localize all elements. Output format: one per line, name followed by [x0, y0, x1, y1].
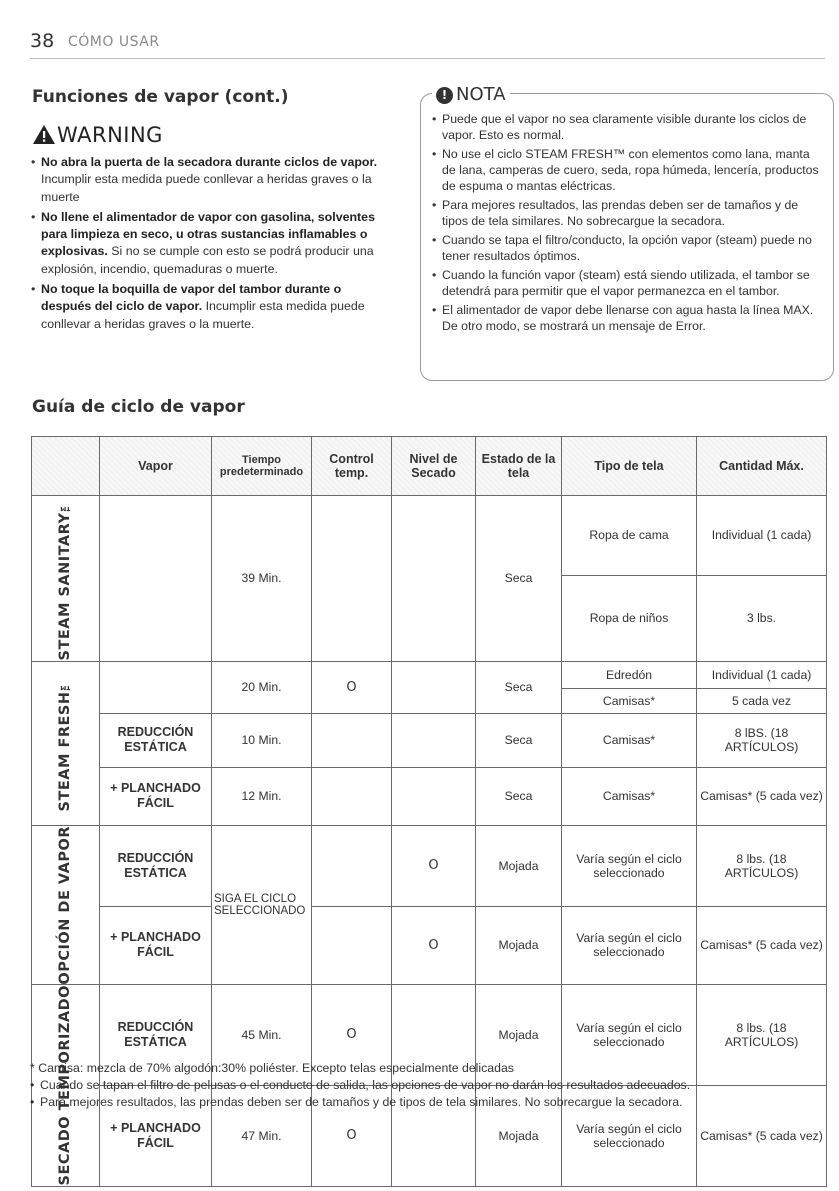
cell-vapor: + PLANCHADO FÁCIL — [100, 767, 212, 825]
cell-estado: Mojada — [476, 825, 562, 906]
cell-control: O — [312, 661, 392, 713]
warning-title — [33, 123, 163, 149]
group-label: SECADO TEMPORIZADO — [57, 985, 73, 1186]
warning-item — [31, 154, 383, 206]
cell-cantidad: Individual (1 cada) — [697, 661, 827, 688]
cell-tipo: Ropa de cama — [562, 496, 697, 576]
footnote-item: • Para mejores resultados, las prendas deben ser de tamaños y de tipos de tela similares. No sobrecargue la secadora. — [30, 1094, 830, 1111]
warning-title-text: WARNING — [57, 123, 163, 147]
cell-estado: Mojada — [476, 906, 562, 984]
cell-tiempo: 12 Min. — [212, 767, 312, 825]
warning-item — [31, 281, 383, 333]
note-title — [432, 84, 510, 105]
cell-tipo: Varía según el ciclo seleccionado — [562, 985, 697, 1086]
cell-cantidad: 3 lbs. — [697, 575, 827, 661]
section-name: CÓMO USAR — [68, 34, 160, 50]
group-label: STEAM FRESH™ — [57, 674, 73, 812]
cell-estado: Seca — [476, 713, 562, 767]
cell-vapor: + PLANCHADO FÁCIL — [100, 906, 212, 984]
cell-tipo: Varía según el ciclo seleccionado — [562, 906, 697, 984]
cell-tiempo: 47 Min. — [212, 1085, 312, 1186]
cell-estado: Mojada — [476, 1085, 562, 1186]
warning-item-bold: No abra la puerta de la secadora durante ciclos de vapor. — [41, 155, 378, 169]
table-row — [32, 496, 827, 576]
cell-tipo: Camisas* — [562, 767, 697, 825]
cell-cantidad: Camisas* (5 cada vez) — [697, 906, 827, 984]
cell-control: O — [312, 1085, 392, 1186]
guide-title: Guía de ciclo de vapor — [32, 397, 245, 417]
cell-estado: Seca — [476, 661, 562, 713]
cell-tipo: Camisas* — [562, 713, 697, 767]
cell-vapor — [100, 496, 212, 662]
cell-tipo: Camisas* — [562, 688, 697, 713]
warning-item-bold: No toque la boquilla de vapor del tambor durante o después del ciclo de vapor. — [41, 282, 342, 314]
cell-tiempo: 45 Min. — [212, 985, 312, 1086]
cell-vapor: REDUCCIÓN ESTÁTICA — [100, 713, 212, 767]
table-header-row — [32, 437, 827, 496]
note-item: • Cuando la función vapor (steam) está siendo utilizada, el tambor se detendrá para permitir que el vapor permanezca en el tambor. — [432, 267, 824, 299]
cell-nivel — [392, 713, 476, 767]
header-estado: Estado de la tela — [476, 437, 562, 496]
cell-vapor: REDUCCIÓN ESTÁTICA — [100, 985, 212, 1086]
cell-cantidad: Camisas* (5 cada vez) — [697, 1085, 827, 1186]
header-control: Control temp. — [312, 437, 392, 496]
cell-nivel: O — [392, 906, 476, 984]
note-item: • No use el ciclo STEAM FRESH™ con elementos como lana, manta de lana, camperas de cuero, seda, ropa húmeda, lencería, productos de espuma o mantas eléctricas. — [432, 146, 824, 194]
cell-nivel — [392, 767, 476, 825]
cell-cantidad: 8 lBS. (18 ARTÍCULOS) — [697, 713, 827, 767]
header-vapor: Vapor — [100, 437, 212, 496]
table-row — [32, 767, 827, 825]
table-row — [32, 906, 827, 984]
group-sanitary — [32, 496, 100, 662]
section-title: Funciones de vapor (cont.) — [32, 87, 289, 107]
cell-tipo: Edredón — [562, 661, 697, 688]
header-tiempo: Tiempo predeterminado — [212, 437, 312, 496]
cell-vapor: REDUCCIÓN ESTÁTICA — [100, 825, 212, 906]
cell-nivel — [392, 661, 476, 713]
header-cantidad: Cantidad Máx. — [697, 437, 827, 496]
header-tipo: Tipo de tela — [562, 437, 697, 496]
cell-nivel: O — [392, 825, 476, 906]
group-label: OPCIÓN DE VAPOR — [57, 825, 73, 985]
warning-item-text: Si no se cumple con esto se podrá producir una explosión, incendio, quemaduras o muerte. — [41, 244, 374, 276]
page-header — [30, 28, 825, 59]
warning-icon — [33, 125, 55, 149]
note-item: • El alimentador de vapor debe llenarse con agua hasta la línea MAX. De otro modo, se mostrará un mensaje de Error. — [432, 302, 824, 334]
cell-tipo: Ropa de niños — [562, 575, 697, 661]
header-corner — [32, 437, 100, 496]
cell-control — [312, 825, 392, 906]
note-item: • Cuando se tapa el filtro/conducto, la opción vapor (steam) puede no tener resultados óptimos. — [432, 232, 824, 264]
warning-item — [31, 209, 383, 278]
cell-tiempo: 39 Min. — [212, 496, 312, 662]
cell-estado: Seca — [476, 767, 562, 825]
cell-tiempo: SIGA EL CICLO SELECCIONADO — [212, 825, 312, 985]
footnote-item: • Cuando se tapan el filtro de pelusas o el conducto de salida, las opciones de vapor no darán los resultados adecuados. — [30, 1077, 830, 1094]
cell-nivel — [392, 496, 476, 662]
table-row — [32, 713, 827, 767]
cell-cantidad: Camisas* (5 cada vez) — [697, 767, 827, 825]
warning-item-bold: No llene el alimentador de vapor con gasolina, solventes para limpieza en seco, u otras sustancias inflamables o explosivas. — [41, 209, 375, 259]
cell-estado: Mojada — [476, 985, 562, 1086]
warning-list — [31, 154, 383, 336]
cell-cantidad: 8 lbs. (18 ARTÍCULOS) — [697, 985, 827, 1086]
cell-control — [312, 496, 392, 662]
cell-control — [312, 767, 392, 825]
group-opcion — [32, 825, 100, 985]
cell-cantidad: 8 lbs. (18 ARTÍCULOS) — [697, 825, 827, 906]
table-row — [32, 825, 827, 906]
note-item: • Puede que el vapor no sea claramente visible durante los ciclos de vapor. Esto es normal. — [432, 111, 824, 143]
header-nivel: Nivel de Secado — [392, 437, 476, 496]
cell-vapor — [100, 661, 212, 713]
cell-cantidad: Individual (1 cada) — [697, 496, 827, 576]
note-title-text: NOTA — [456, 84, 506, 105]
cell-tipo: Varía según el ciclo seleccionado — [562, 825, 697, 906]
cell-cantidad: 5 cada vez — [697, 688, 827, 713]
group-label: STEAM SANITARY™ — [57, 496, 73, 661]
table-row — [32, 661, 827, 688]
note-list — [432, 111, 824, 337]
group-fresh — [32, 661, 100, 825]
cell-tiempo: 10 Min. — [212, 713, 312, 767]
asterisk-footnote: * Camisa: mezcla de 70% algodón:30% poliéster. Excepto telas especialmente delicadas — [30, 1061, 514, 1075]
cell-vapor: + PLANCHADO FÁCIL — [100, 1085, 212, 1186]
cell-control: O — [312, 985, 392, 1086]
note-item: • Para mejores resultados, las prendas deben ser de tamaños y de tipos de tela similares. No sobrecargue la secadora. — [432, 197, 824, 229]
cell-tiempo: 20 Min. — [212, 661, 312, 713]
cell-estado: Seca — [476, 496, 562, 662]
exclamation-icon: ! — [436, 87, 453, 104]
footnotes — [30, 1060, 830, 1111]
page-number: 38 — [30, 30, 55, 52]
warning-item-text: Incumplir esta medida puede conllevar a heridas graves o la muerte — [41, 172, 372, 204]
cell-control — [312, 906, 392, 984]
warning-item-text: Incumplir esta medida puede conllevar a heridas graves o la muerte. — [41, 299, 365, 331]
cell-control — [312, 713, 392, 767]
cell-tipo: Varía según el ciclo seleccionado — [562, 1085, 697, 1186]
